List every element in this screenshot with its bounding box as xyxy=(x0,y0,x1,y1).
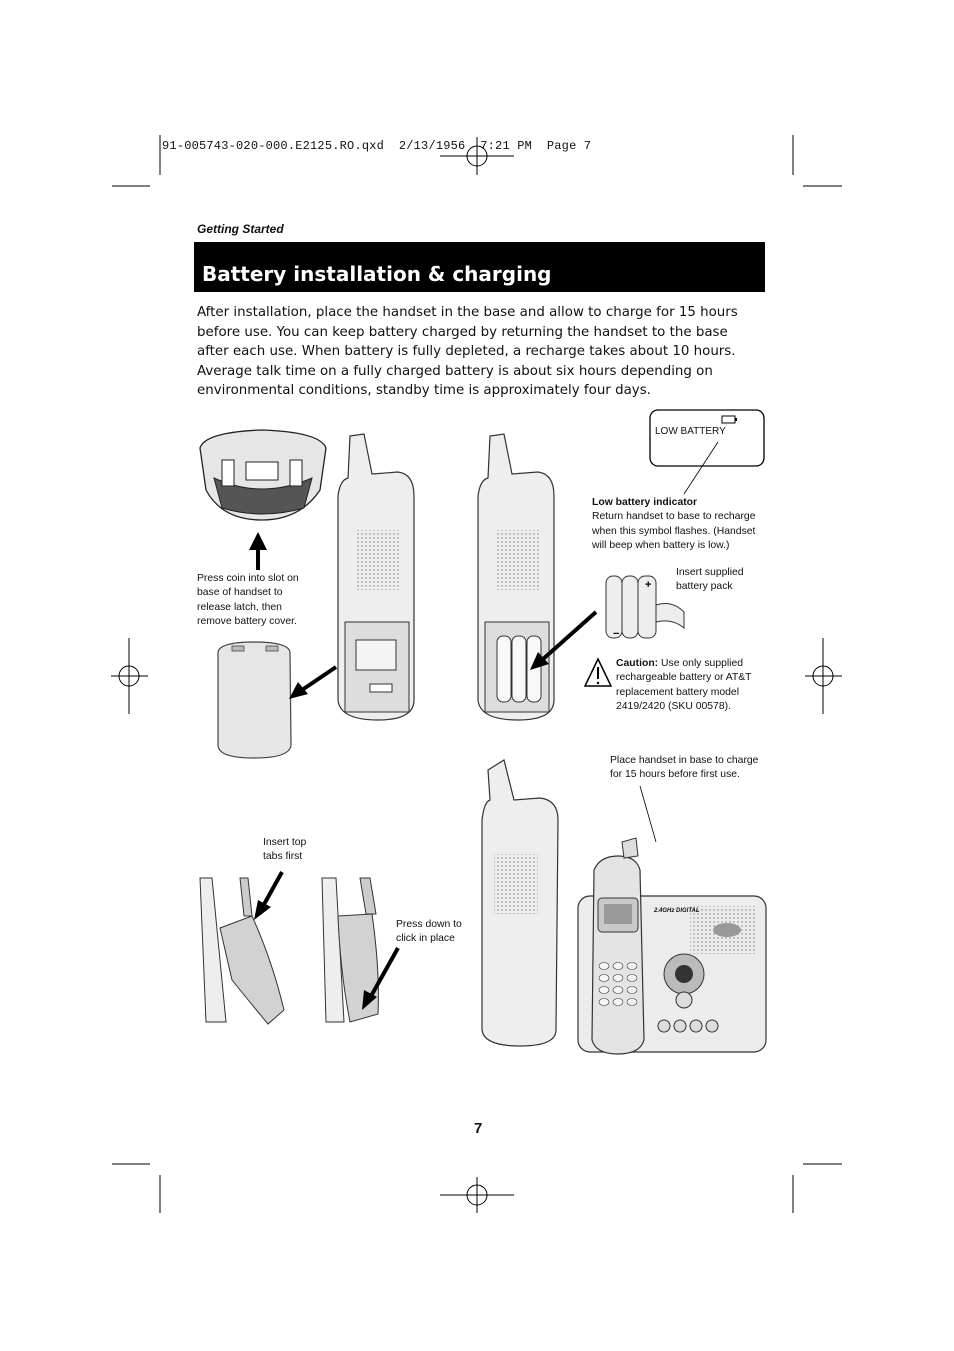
side-view-insert-tabs xyxy=(200,878,284,1024)
caution-label: Caution: xyxy=(616,658,659,669)
svg-text:−: − xyxy=(613,628,620,640)
lcd-display-illustration xyxy=(650,410,764,494)
title-bar xyxy=(194,242,765,292)
battery-cover-illustration xyxy=(218,642,291,758)
caution-body: Use only supplied rechargeable battery or AT&T replacement battery model 2419/2420 (SKU 00578). xyxy=(616,658,752,713)
handset-bottom-illustration xyxy=(200,430,326,520)
handset-back-battery xyxy=(478,434,554,720)
handset-side-illustration xyxy=(482,760,558,1046)
base-model-label: 2.4GHz DIGITAL xyxy=(654,908,700,914)
low-battery-note xyxy=(592,496,764,554)
arrow-insert-tabs-icon xyxy=(254,872,282,920)
lcd-low-battery-text: LOW BATTERY xyxy=(655,426,726,437)
battery-pack-caption: Insert supplied battery pack xyxy=(676,567,744,593)
handset-back-open-left xyxy=(338,434,414,720)
intro-paragraph: After installation, place the handset in the base and allow to charge for 15 hours before use. You can keep battery charged by returning the handset to the base after each use. When battery is fully depleted, a recharge takes about 10 hours. Average talk time on a fully charged battery is about six hours depending on environmental conditions, standby time is approximately four days. xyxy=(197,305,738,399)
battery-pack-illustration xyxy=(606,576,684,640)
low-battery-heading: Low battery indicator xyxy=(592,497,698,508)
low-battery-body: Return handset to base to recharge when this symbol flashes. (Handset will beep when battery is low.) xyxy=(592,511,756,552)
arrow-to-cover-icon xyxy=(289,667,336,699)
svg-text:+: + xyxy=(645,579,652,591)
phone-base-illustration xyxy=(578,786,766,1054)
up-arrow-icon xyxy=(249,532,267,570)
print-header: 91-005743-020-000.E2125.RO.qxd 2/13/1956 7:21 PM Page 7 xyxy=(162,139,592,153)
section-label: Getting Started xyxy=(197,222,284,236)
insert-tabs-caption: Insert top tabs first xyxy=(263,837,307,863)
page-title: Battery installation & charging xyxy=(202,262,552,286)
page-number: 7 xyxy=(474,1120,483,1137)
coin-caption: Press coin into slot on base of handset to release latch, then remove battery cover. xyxy=(197,573,299,628)
charge-caption: Place handset in base to charge for 15 hours before first use. xyxy=(610,755,759,781)
caution-note xyxy=(616,657,764,715)
caution-icon xyxy=(585,659,611,686)
press-down-caption: Press down to click in place xyxy=(396,919,462,945)
